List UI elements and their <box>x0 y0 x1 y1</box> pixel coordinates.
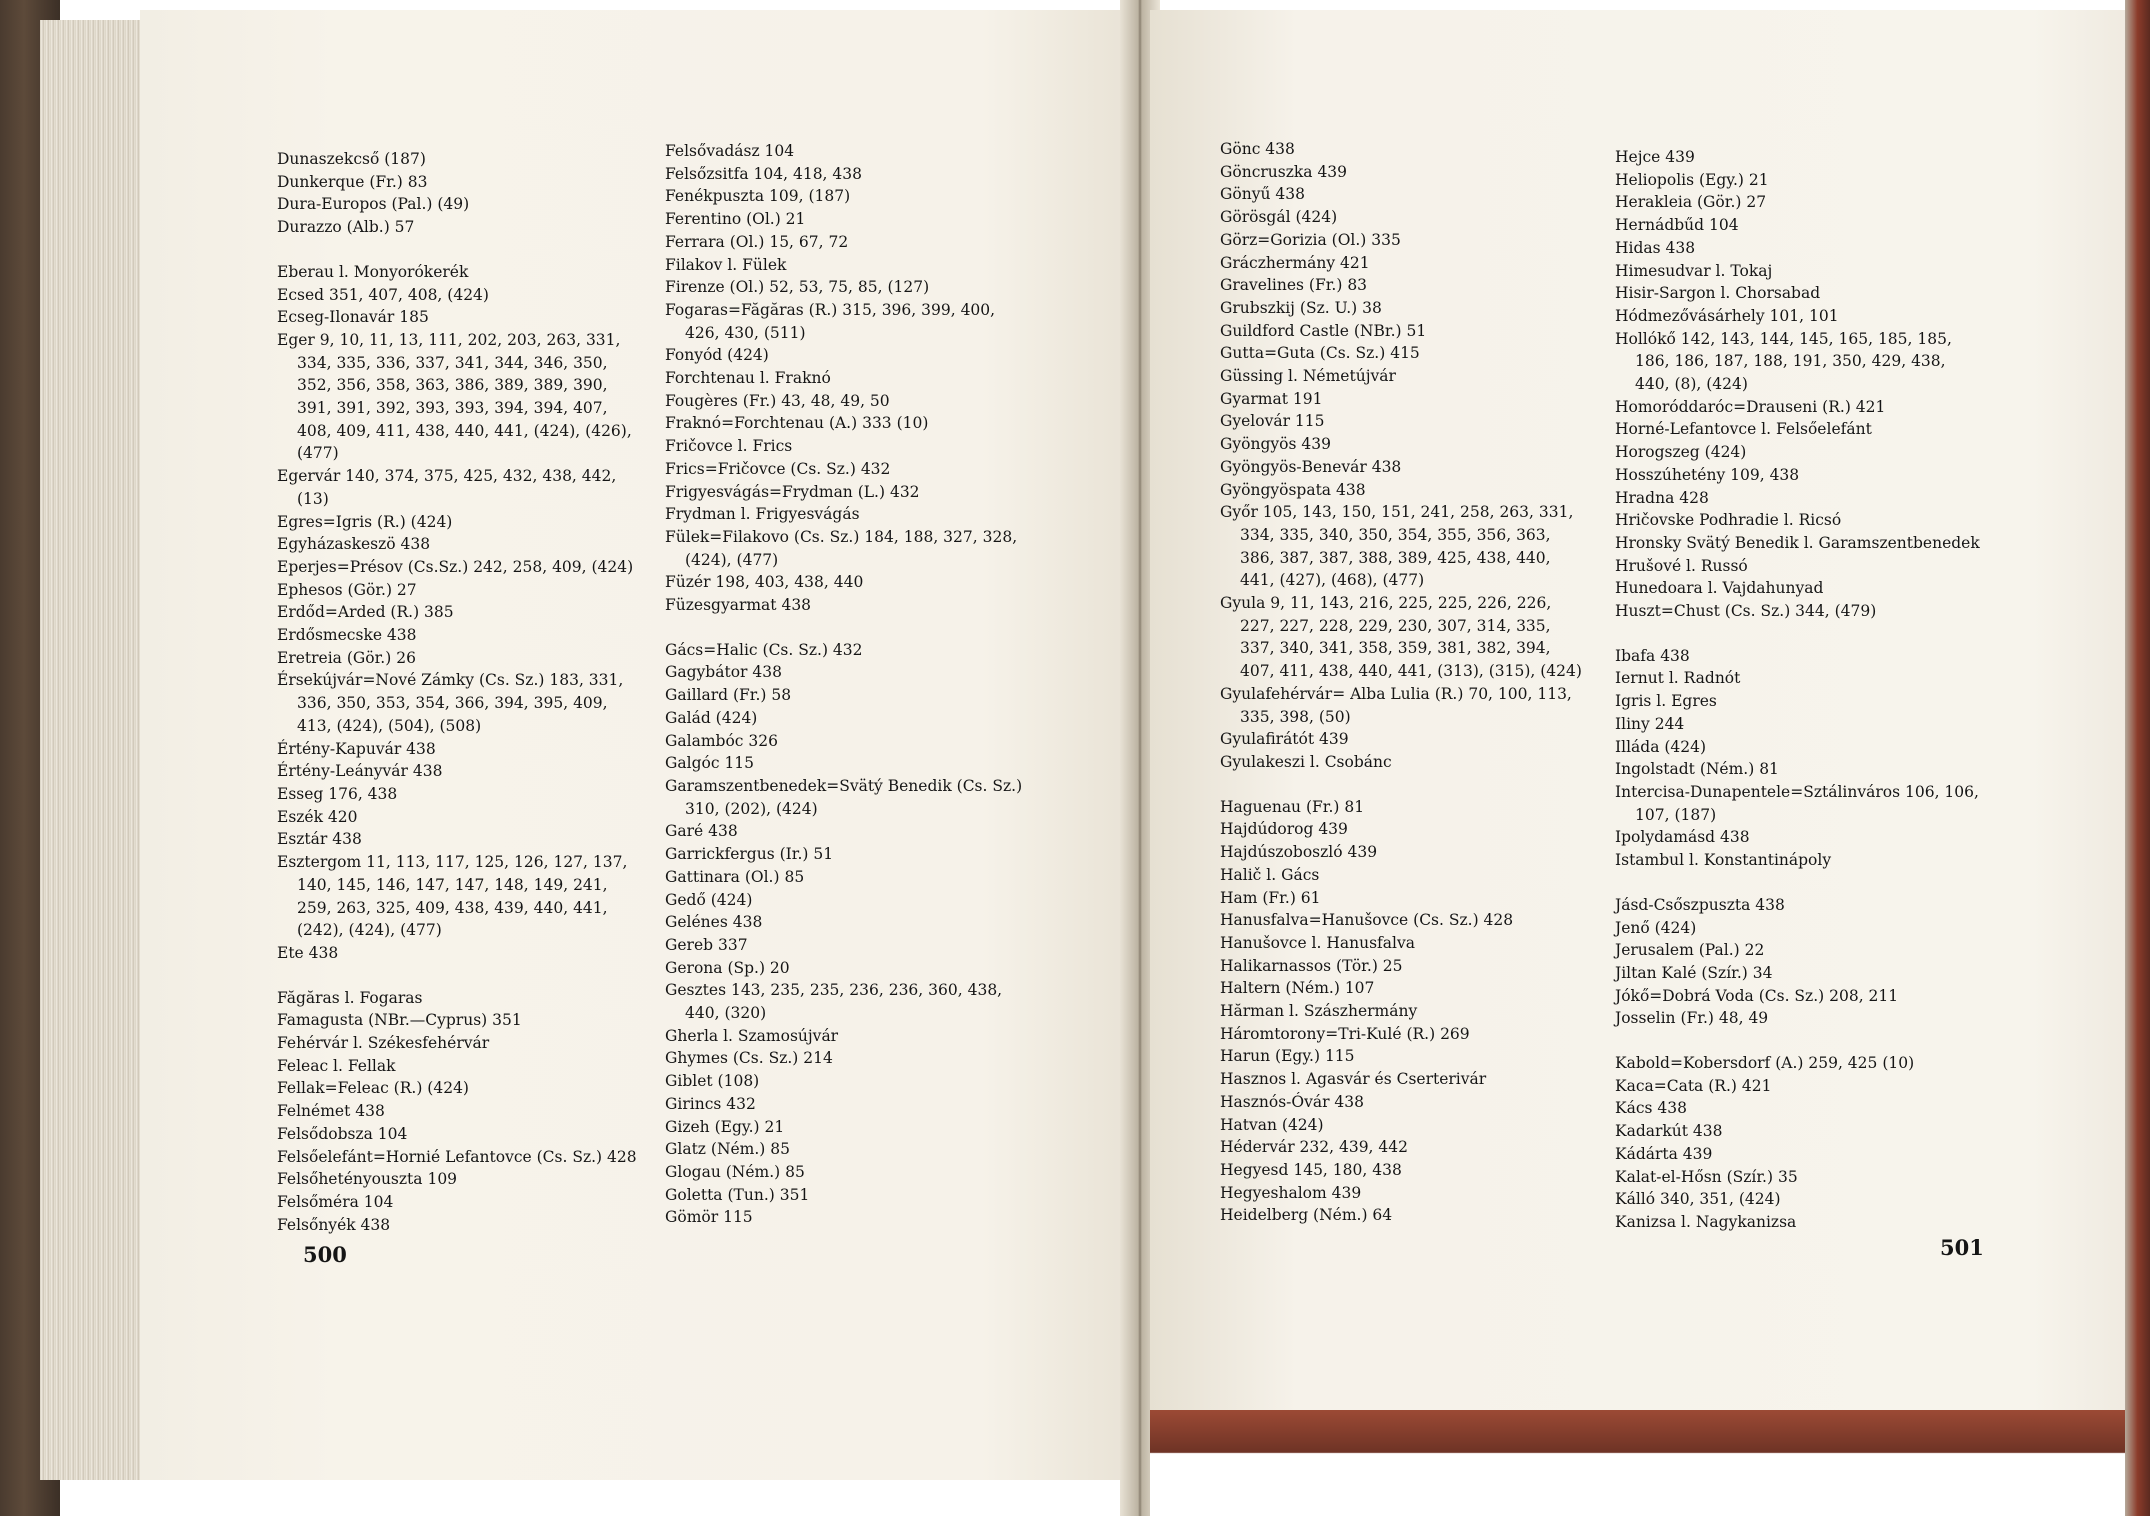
index-entry: Făgăras l. Fogaras <box>277 988 423 1007</box>
index-entry: Glogau (Ném.) 85 <box>665 1162 805 1181</box>
index-entry: Fehérvár l. Székesfehérvár <box>277 1034 490 1053</box>
index-entry: Egyházaskeszö 438 <box>277 535 431 554</box>
index-column-right-2 <box>1615 146 1980 1234</box>
index-entry: Fričovce l. Frics <box>665 437 793 456</box>
index-entry: Gyöngyös-Benevár 438 <box>1220 457 1402 476</box>
index-entry: Girincs 432 <box>665 1094 756 1113</box>
index-entry: Durazzo (Alb.) 57 <box>277 218 415 237</box>
letter-group-gap <box>1615 872 1980 894</box>
index-entry: Illáda (424) <box>1615 737 1707 756</box>
index-entry: Gyulakeszi l. Csobánc <box>1220 752 1392 771</box>
index-entry: Esseg 176, 438 <box>277 784 398 803</box>
index-entry: Ecsed 351, 407, 408, (424) <box>277 285 489 304</box>
index-entry: Famagusta (NBr.—Cyprus) 351 <box>277 1011 522 1030</box>
right-cover-board <box>2125 0 2150 1516</box>
index-entry: Erdősmecske 438 <box>277 626 417 645</box>
index-entry: Gyula 9, 11, 143, 216, 225, 225, 226, 226, <box>1220 594 1552 613</box>
index-entry-continuation: 310, (202), (424) <box>685 799 818 818</box>
index-entry: Fonyód (424) <box>665 346 769 365</box>
index-entry: Gyöngyös 439 <box>1220 435 1331 454</box>
index-entry: Halikarnassos (Tör.) 25 <box>1220 956 1403 975</box>
index-entry: Ham (Fr.) 61 <box>1220 888 1321 907</box>
index-entry: Ingolstadt (Ném.) 81 <box>1615 760 1779 779</box>
index-entry-continuation: 426, 430, (511) <box>685 323 806 342</box>
letter-group-gap <box>277 239 637 261</box>
index-entry: Göncruszka 439 <box>1220 162 1348 181</box>
index-entry: Gönc 438 <box>1220 140 1295 158</box>
index-entry-continuation: 337, 340, 341, 358, 359, 381, 382, 394, <box>1240 639 1551 658</box>
page-number-right: 501 <box>1940 1235 1984 1260</box>
index-entry: Güssing l. Németújvár <box>1220 367 1396 386</box>
index-entry: Hasznós-Óvár 438 <box>1220 1092 1365 1111</box>
index-entry: Gyulafehérvár= Alba Lulia (R.) 70, 100, 113, <box>1220 684 1572 703</box>
index-entry: Garrickfergus (Ir.) 51 <box>665 845 834 864</box>
page-number-left: 500 <box>303 1242 347 1267</box>
letter-group-gap <box>1220 774 1582 796</box>
index-entry: Hatvan (424) <box>1220 1115 1324 1134</box>
letter-group-gap <box>1615 1030 1980 1052</box>
index-entry: Hegyesd 145, 180, 438 <box>1220 1160 1402 1179</box>
index-entry: Kabold=Kobersdorf (A.) 259, 425 (10) <box>1615 1054 1915 1073</box>
index-entry-continuation: 107, (187) <box>1635 805 1717 824</box>
index-entry: Kalat-el-Hősn (Szír.) 35 <box>1615 1167 1798 1186</box>
index-entry: Ephesos (Gör.) 27 <box>277 580 417 599</box>
index-entry-continuation: 440, (8), (424) <box>1635 375 1748 394</box>
index-entry: Harun (Egy.) 115 <box>1220 1047 1355 1066</box>
index-entry: Gizeh (Egy.) 21 <box>665 1117 785 1136</box>
index-entry: Kanizsa l. Nagykanizsa <box>1615 1212 1797 1231</box>
index-entry: Ecseg-Ilonavár 185 <box>277 308 429 327</box>
index-entry: Ferentino (Ol.) 21 <box>665 210 806 229</box>
index-entry: Esztár 438 <box>277 830 362 849</box>
index-entry-continuation: (477) <box>297 444 339 463</box>
index-entry: Görz=Gorizia (Ol.) 335 <box>1220 230 1401 249</box>
index-entry: Gesztes 143, 235, 235, 236, 236, 360, 438, <box>665 981 1003 1000</box>
index-entry: Gyulafirátót 439 <box>1220 730 1349 749</box>
index-entry: Kács 438 <box>1615 1099 1687 1118</box>
index-entry: Iernut l. Radnót <box>1615 669 1741 688</box>
index-entry: Füzesgyarmat 438 <box>665 596 812 615</box>
index-entry: Eretreia (Gör.) 26 <box>277 648 416 667</box>
index-entry: Eger 9, 10, 11, 13, 111, 202, 203, 263, 331, <box>277 330 621 349</box>
index-entry: Galád (424) <box>665 708 758 727</box>
index-entry: Hanusfalva=Hanušovce (Cs. Sz.) 428 <box>1220 911 1514 930</box>
index-entry: Hasznos l. Agasvár és Cserterivár <box>1220 1070 1487 1089</box>
index-entry: Hidas 438 <box>1615 238 1696 257</box>
index-entry: Hisir-Sargon l. Chorsabad <box>1615 284 1821 303</box>
index-entry: Esztergom 11, 113, 117, 125, 126, 127, 137, <box>277 853 628 872</box>
index-entry: Hollókő 142, 143, 144, 145, 165, 185, 185, <box>1615 329 1952 348</box>
index-entry-continuation: 440, (320) <box>685 1004 767 1023</box>
index-entry: Hunedoara l. Vajdahunyad <box>1615 579 1824 598</box>
index-entry: Gravelines (Fr.) 83 <box>1220 276 1368 295</box>
index-column-left-2 <box>665 140 1022 1229</box>
index-entry: Jásd-Csőszpuszta 438 <box>1615 895 1785 914</box>
index-entry: Glatz (Ném.) 85 <box>665 1140 791 1159</box>
index-entry: Frydman l. Frigyesvágás <box>665 505 860 524</box>
index-entry: Halič l. Gács <box>1220 865 1320 884</box>
index-entry: Frics=Fričovce (Cs. Sz.) 432 <box>665 459 891 478</box>
index-entry: Gráczhermány 421 <box>1220 253 1370 272</box>
index-entry: Ete 438 <box>277 943 339 962</box>
index-entry-continuation: 334, 335, 340, 350, 354, 355, 356, 363, <box>1240 525 1551 544</box>
index-entry: Gömör 115 <box>665 1208 753 1227</box>
index-entry: Kaca=Cata (R.) 421 <box>1615 1076 1772 1095</box>
index-entry: Grubszkij (Sz. U.) 38 <box>1220 298 1382 317</box>
index-entry: Ipolydamásd 438 <box>1615 828 1750 847</box>
index-entry-continuation: 408, 409, 411, 438, 440, 441, (424), (426), <box>297 421 632 440</box>
index-entry: Jerusalem (Pal.) 22 <box>1615 941 1765 960</box>
index-entry: Homoróddaróc=Drauseni (R.) 421 <box>1615 397 1886 416</box>
index-entry: Horné-Lefantovce l. Felsőelefánt <box>1615 420 1872 439</box>
index-entry: Heidelberg (Ném.) 64 <box>1220 1206 1393 1225</box>
index-entry: Gutta=Guta (Cs. Sz.) 415 <box>1220 344 1420 363</box>
index-entry: Iliny 244 <box>1615 714 1685 733</box>
index-entry: Jenő (424) <box>1615 918 1697 937</box>
index-entry: Firenze (Ol.) 52, 53, 75, 85, (127) <box>665 278 930 297</box>
index-entry: Gedő (424) <box>665 890 753 909</box>
index-entry: Huszt=Chust (Cs. Sz.) 344, (479) <box>1615 602 1877 621</box>
bottom-cover-board <box>1150 1410 2150 1516</box>
letter-group-gap <box>665 617 1022 639</box>
index-entry: Gönyű 438 <box>1220 185 1305 204</box>
index-entry: Guildford Castle (NBr.) 51 <box>1220 321 1427 340</box>
index-entry-continuation: 335, 398, (50) <box>1240 707 1351 726</box>
index-entry: Fenékpuszta 109, (187) <box>665 187 851 206</box>
index-entry: Eberau l. Monyorókerék <box>277 262 469 281</box>
index-entry: Felsőzsitfa 104, 418, 438 <box>665 164 862 183</box>
index-entry: Ferrara (Ol.) 15, 67, 72 <box>665 232 849 251</box>
index-entry: Gács=Halic (Cs. Sz.) 432 <box>665 640 863 659</box>
index-entry-continuation: 386, 387, 387, 388, 389, 425, 438, 440, <box>1240 548 1551 567</box>
index-entry: Fougères (Fr.) 43, 48, 49, 50 <box>665 391 890 410</box>
index-entry: Hódmezővásárhely 101, 101 <box>1615 306 1839 325</box>
index-entry-continuation: 407, 411, 438, 440, 441, (313), (315), (424) <box>1240 662 1582 681</box>
index-entry: Giblet (108) <box>665 1072 760 1091</box>
index-entry: Gherla l. Szamosújvár <box>665 1026 839 1045</box>
index-entry: Goletta (Tun.) 351 <box>665 1185 810 1204</box>
index-entry: Felsőelefánt=Hornié Lefantovce (Cs. Sz.) 428 <box>277 1147 637 1166</box>
index-entry: Galambóc 326 <box>665 731 778 750</box>
index-entry: Dunkerque (Fr.) 83 <box>277 172 428 191</box>
index-column-right-1 <box>1220 138 1582 1227</box>
index-entry: Felnémet 438 <box>277 1102 385 1121</box>
left-page <box>140 10 1130 1480</box>
index-entry: Filakov l. Fülek <box>665 255 787 274</box>
index-entry: Értény-Leányvár 438 <box>277 762 443 781</box>
index-entry: Herakleia (Gör.) 27 <box>1615 193 1767 212</box>
index-entry: Intercisa-Dunapentele=Sztálinváros 106, 106, <box>1615 782 1979 801</box>
index-entry: Felsőnyék 438 <box>277 1215 391 1234</box>
index-entry: Füzér 198, 403, 438, 440 <box>665 573 864 592</box>
letter-group-gap <box>1615 623 1980 645</box>
index-entry: Kadarkút 438 <box>1615 1122 1723 1141</box>
index-entry: Galgóc 115 <box>665 754 755 773</box>
index-entry: Heliopolis (Egy.) 21 <box>1615 170 1769 189</box>
index-entry: Kádárta 439 <box>1615 1144 1713 1163</box>
right-page <box>1150 10 2130 1410</box>
index-entry: Erdőd=Arded (R.) 385 <box>277 603 454 622</box>
letter-group-gap <box>277 965 637 987</box>
index-entry: Hričovske Podhradie l. Ricsó <box>1615 511 1842 530</box>
index-entry: Haguenau (Fr.) 81 <box>1220 797 1365 816</box>
index-entry: Hronsky Svätý Benedik l. Garamszentbenedek <box>1615 533 1980 552</box>
index-entry-continuation: (242), (424), (477) <box>297 921 442 940</box>
index-entry-continuation: 336, 350, 353, 354, 366, 394, 395, 409, <box>297 694 608 713</box>
index-entry: Ibafa 438 <box>1615 646 1690 665</box>
index-entry: Fraknó=Forchtenau (A.) 333 (10) <box>665 414 929 433</box>
index-entry: Hrušové l. Russó <box>1615 556 1748 575</box>
index-entry: Garamszentbenedek=Svätý Benedik (Cs. Sz.) <box>665 776 1023 795</box>
index-entry: Frigyesvágás=Frydman (L.) 432 <box>665 482 920 501</box>
index-entry: Forchtenau l. Fraknó <box>665 369 831 388</box>
index-entry: Haltern (Ném.) 107 <box>1220 979 1375 998</box>
index-entry: Hradna 428 <box>1615 488 1709 507</box>
index-entry: Jókő=Dobrá Voda (Cs. Sz.) 208, 211 <box>1615 986 1899 1005</box>
index-entry: Ghymes (Cs. Sz.) 214 <box>665 1049 833 1068</box>
index-entry: Garé 438 <box>665 822 738 841</box>
index-entry-continuation: (424), (477) <box>685 550 779 569</box>
index-entry-continuation: 227, 227, 228, 229, 230, 307, 314, 335, <box>1240 616 1551 635</box>
index-entry-continuation: 140, 145, 146, 147, 147, 148, 149, 241, <box>297 875 608 894</box>
index-entry: Gyarmat 191 <box>1220 389 1323 408</box>
index-entry: Gelénes 438 <box>665 913 763 932</box>
index-entry-continuation: 352, 356, 358, 363, 386, 389, 389, 390, <box>297 376 608 395</box>
index-entry-continuation: 413, (424), (504), (508) <box>297 716 482 735</box>
index-entry-continuation: 259, 263, 325, 409, 438, 439, 440, 441, <box>297 898 608 917</box>
index-entry: Felsővadász 104 <box>665 142 795 160</box>
index-entry: Hernádbűd 104 <box>1615 216 1739 235</box>
index-entry: Kálló 340, 351, (424) <box>1615 1190 1781 1209</box>
index-entry: Istambul l. Konstantinápoly <box>1615 851 1832 870</box>
index-entry: Hanušovce l. Hanusfalva <box>1220 933 1415 952</box>
index-entry-continuation: 186, 186, 187, 188, 191, 350, 429, 438, <box>1635 352 1946 371</box>
index-entry: Horogszeg (424) <box>1615 443 1747 462</box>
index-entry: Fellak=Feleac (R.) (424) <box>277 1079 469 1098</box>
index-entry: Felsőméra 104 <box>277 1192 394 1211</box>
index-entry: Dunaszekcső (187) <box>277 150 426 168</box>
index-entry: Görösgál (424) <box>1220 208 1338 227</box>
index-entry: Fogaras=Făgăras (R.) 315, 396, 399, 400, <box>665 300 996 319</box>
index-entry-continuation: 391, 391, 392, 393, 393, 394, 394, 407, <box>297 399 608 418</box>
index-entry: Himesudvar l. Tokaj <box>1615 261 1773 280</box>
page-edges <box>40 20 150 1480</box>
index-entry: Gyelovár 115 <box>1220 412 1325 431</box>
index-entry: Feleac l. Fellak <box>277 1056 396 1075</box>
index-entry: Gaillard (Fr.) 58 <box>665 686 792 705</box>
index-entry: Hajdúszoboszló 439 <box>1220 843 1378 862</box>
index-entry: Gerona (Sp.) 20 <box>665 958 790 977</box>
index-entry: Hegyeshalom 439 <box>1220 1183 1362 1202</box>
index-entry: Hajdúdorog 439 <box>1220 820 1348 839</box>
index-entry: Háromtorony=Tri-Kulé (R.) 269 <box>1220 1024 1470 1043</box>
index-entry: Érsekújvár=Nové Zámky (Cs. Sz.) 183, 331, <box>277 671 624 690</box>
index-entry: Értény-Kapuvár 438 <box>277 739 436 758</box>
index-entry: Gyöngyöspata 438 <box>1220 480 1366 499</box>
index-entry: Hejce 439 <box>1615 148 1695 166</box>
index-entry: Egervár 140, 374, 375, 425, 432, 438, 442, <box>277 467 617 486</box>
index-entry: Hărman l. Szászhermány <box>1220 1002 1418 1021</box>
index-entry: Győr 105, 143, 150, 151, 241, 258, 263, 331, <box>1220 503 1574 522</box>
index-column-left-1 <box>277 148 637 1236</box>
index-entry: Egres=Igris (R.) (424) <box>277 512 453 531</box>
index-entry: Hosszúhetény 109, 438 <box>1615 465 1800 484</box>
index-entry: Felsődobsza 104 <box>277 1124 408 1143</box>
index-entry: Eszék 420 <box>277 807 358 826</box>
index-entry: Josselin (Fr.) 48, 49 <box>1615 1009 1769 1028</box>
index-entry: Eperjes=Présov (Cs.Sz.) 242, 258, 409, (424) <box>277 557 634 576</box>
index-entry-continuation: 441, (427), (468), (477) <box>1240 571 1425 590</box>
index-entry: Jiltan Kalé (Szír.) 34 <box>1615 963 1773 982</box>
index-entry: Felsőhetényouszta 109 <box>277 1170 458 1189</box>
index-entry: Gereb 337 <box>665 935 748 954</box>
index-entry: Gagybátor 438 <box>665 663 782 682</box>
index-entry-continuation: (13) <box>297 489 329 508</box>
index-entry: Fülek=Filakovo (Cs. Sz.) 184, 188, 327, 328, <box>665 527 1018 546</box>
index-entry-continuation: 334, 335, 336, 337, 341, 344, 346, 350, <box>297 353 608 372</box>
index-entry: Igris l. Egres <box>1615 692 1717 711</box>
index-entry: Dura-Europos (Pal.) (49) <box>277 195 470 214</box>
index-entry: Gattinara (Ol.) 85 <box>665 867 805 886</box>
index-entry: Hédervár 232, 439, 442 <box>1220 1138 1408 1157</box>
